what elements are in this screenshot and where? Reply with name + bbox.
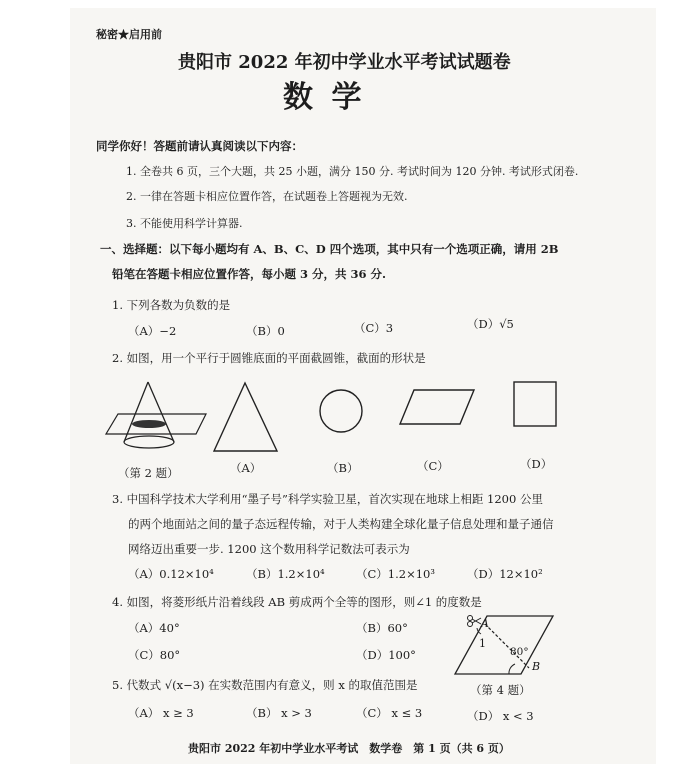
- q5-option-d: （D） x < 3: [467, 709, 534, 723]
- q3-stem-line2: 的两个地面站之间的量子态远程传输，对于人类构建全球化量子信息处理和量子通信: [128, 517, 554, 531]
- q1-option-c: （C）3: [354, 321, 394, 335]
- q1-stem: 1. 下列各数为负数的是: [112, 298, 231, 312]
- q5-option-b: （B） x > 3: [246, 706, 312, 720]
- q2-option-a-label: （A）: [230, 461, 262, 475]
- q2-option-d-square: [512, 380, 558, 428]
- notice-item-2: 2. 一律在答题卡相应位置作答，在试题卷上答题视为无效.: [126, 190, 408, 203]
- q2-option-b-circle: [318, 388, 364, 434]
- q4-figure-caption: （第 4 题）: [470, 683, 531, 697]
- q4-option-a: （A）40°: [128, 621, 180, 635]
- q3-stem-line3: 网络迈出重要一步. 1200 这个数用科学记数法可表示为: [128, 542, 410, 556]
- q5-option-a: （A） x ≥ 3: [128, 706, 194, 720]
- q4-option-b: （B）60°: [356, 621, 408, 635]
- q4-option-d: （D）100°: [356, 648, 416, 662]
- q1-option-d: （D）√5: [467, 317, 514, 331]
- section-choice-line1: 一、选择题：以下每小题均有 A、B、C、D 四个选项，其中只有一个选项正确，请用 2B: [100, 242, 559, 256]
- q2-option-d-label: （D）: [520, 457, 553, 471]
- q4-angle-1-label: 1: [479, 637, 486, 650]
- q1-option-a: （A）−2: [128, 324, 177, 338]
- scissors-icon: [466, 614, 482, 628]
- subject-title: 数 学: [283, 80, 366, 115]
- q5-stem: 5. 代数式 √(x−3) 在实数范围内有意义，则 x 的取值范围是: [112, 678, 418, 692]
- notice-intro: 同学你好！答题前请认真阅读以下内容：: [96, 139, 303, 153]
- q3-option-c: （C）1.2×10³: [356, 567, 435, 581]
- q2-figure-caption: （第 2 题）: [118, 466, 179, 480]
- q3-option-a: （A）0.12×10⁴: [128, 567, 214, 581]
- q3-stem-line1: 3. 中国科学技术大学利用“墨子号”科学实验卫星，首次实现在地球上相距 1200 公里: [112, 492, 543, 506]
- q1-option-b: （B）0: [246, 324, 285, 338]
- q4-point-b-label: B: [532, 660, 541, 673]
- section-choice-line2: 铅笔在答题卡相应位置作答，每小题 3 分，共 36 分.: [112, 267, 387, 281]
- q4-stem: 4. 如图，将菱形纸片沿着线段 AB 剪成两个全等的图形，则∠1 的度数是: [112, 595, 482, 609]
- q2-option-c-label: （C）: [417, 459, 449, 473]
- q3-option-b: （B）1.2×10⁴: [246, 567, 325, 581]
- confidential-label: 秘密★启用前: [96, 28, 162, 41]
- q4-point-a-label: A: [481, 617, 489, 630]
- q2-option-c-parallelogram: [398, 388, 478, 428]
- q2-option-b-label: （B）: [327, 461, 359, 475]
- q2-cone-figure: [100, 376, 210, 461]
- q5-option-c: （C） x ≤ 3: [356, 706, 423, 720]
- q3-option-d: （D）12×10²: [467, 567, 543, 581]
- q4-option-c: （C）80°: [128, 648, 181, 662]
- notice-item-3: 3. 不能使用科学计算器.: [126, 217, 243, 230]
- page-footer: 贵阳市 2022 年初中学业水平考试 数学卷 第 1 页（共 6 页）: [188, 742, 510, 755]
- q2-stem: 2. 如图，用一个平行于圆锥底面的平面截圆锥，截面的形状是: [112, 351, 426, 365]
- notice-item-1: 1. 全卷共 6 页，三个大题，共 25 小题，满分 150 分. 考试时间为 120 分钟. 考试形式闭卷.: [126, 165, 579, 178]
- q4-angle-80-label: 80°: [510, 646, 529, 658]
- exam-title: 贵阳市 2022 年初中学业水平考试试题卷: [178, 52, 511, 73]
- q2-option-a-triangle: [210, 380, 280, 455]
